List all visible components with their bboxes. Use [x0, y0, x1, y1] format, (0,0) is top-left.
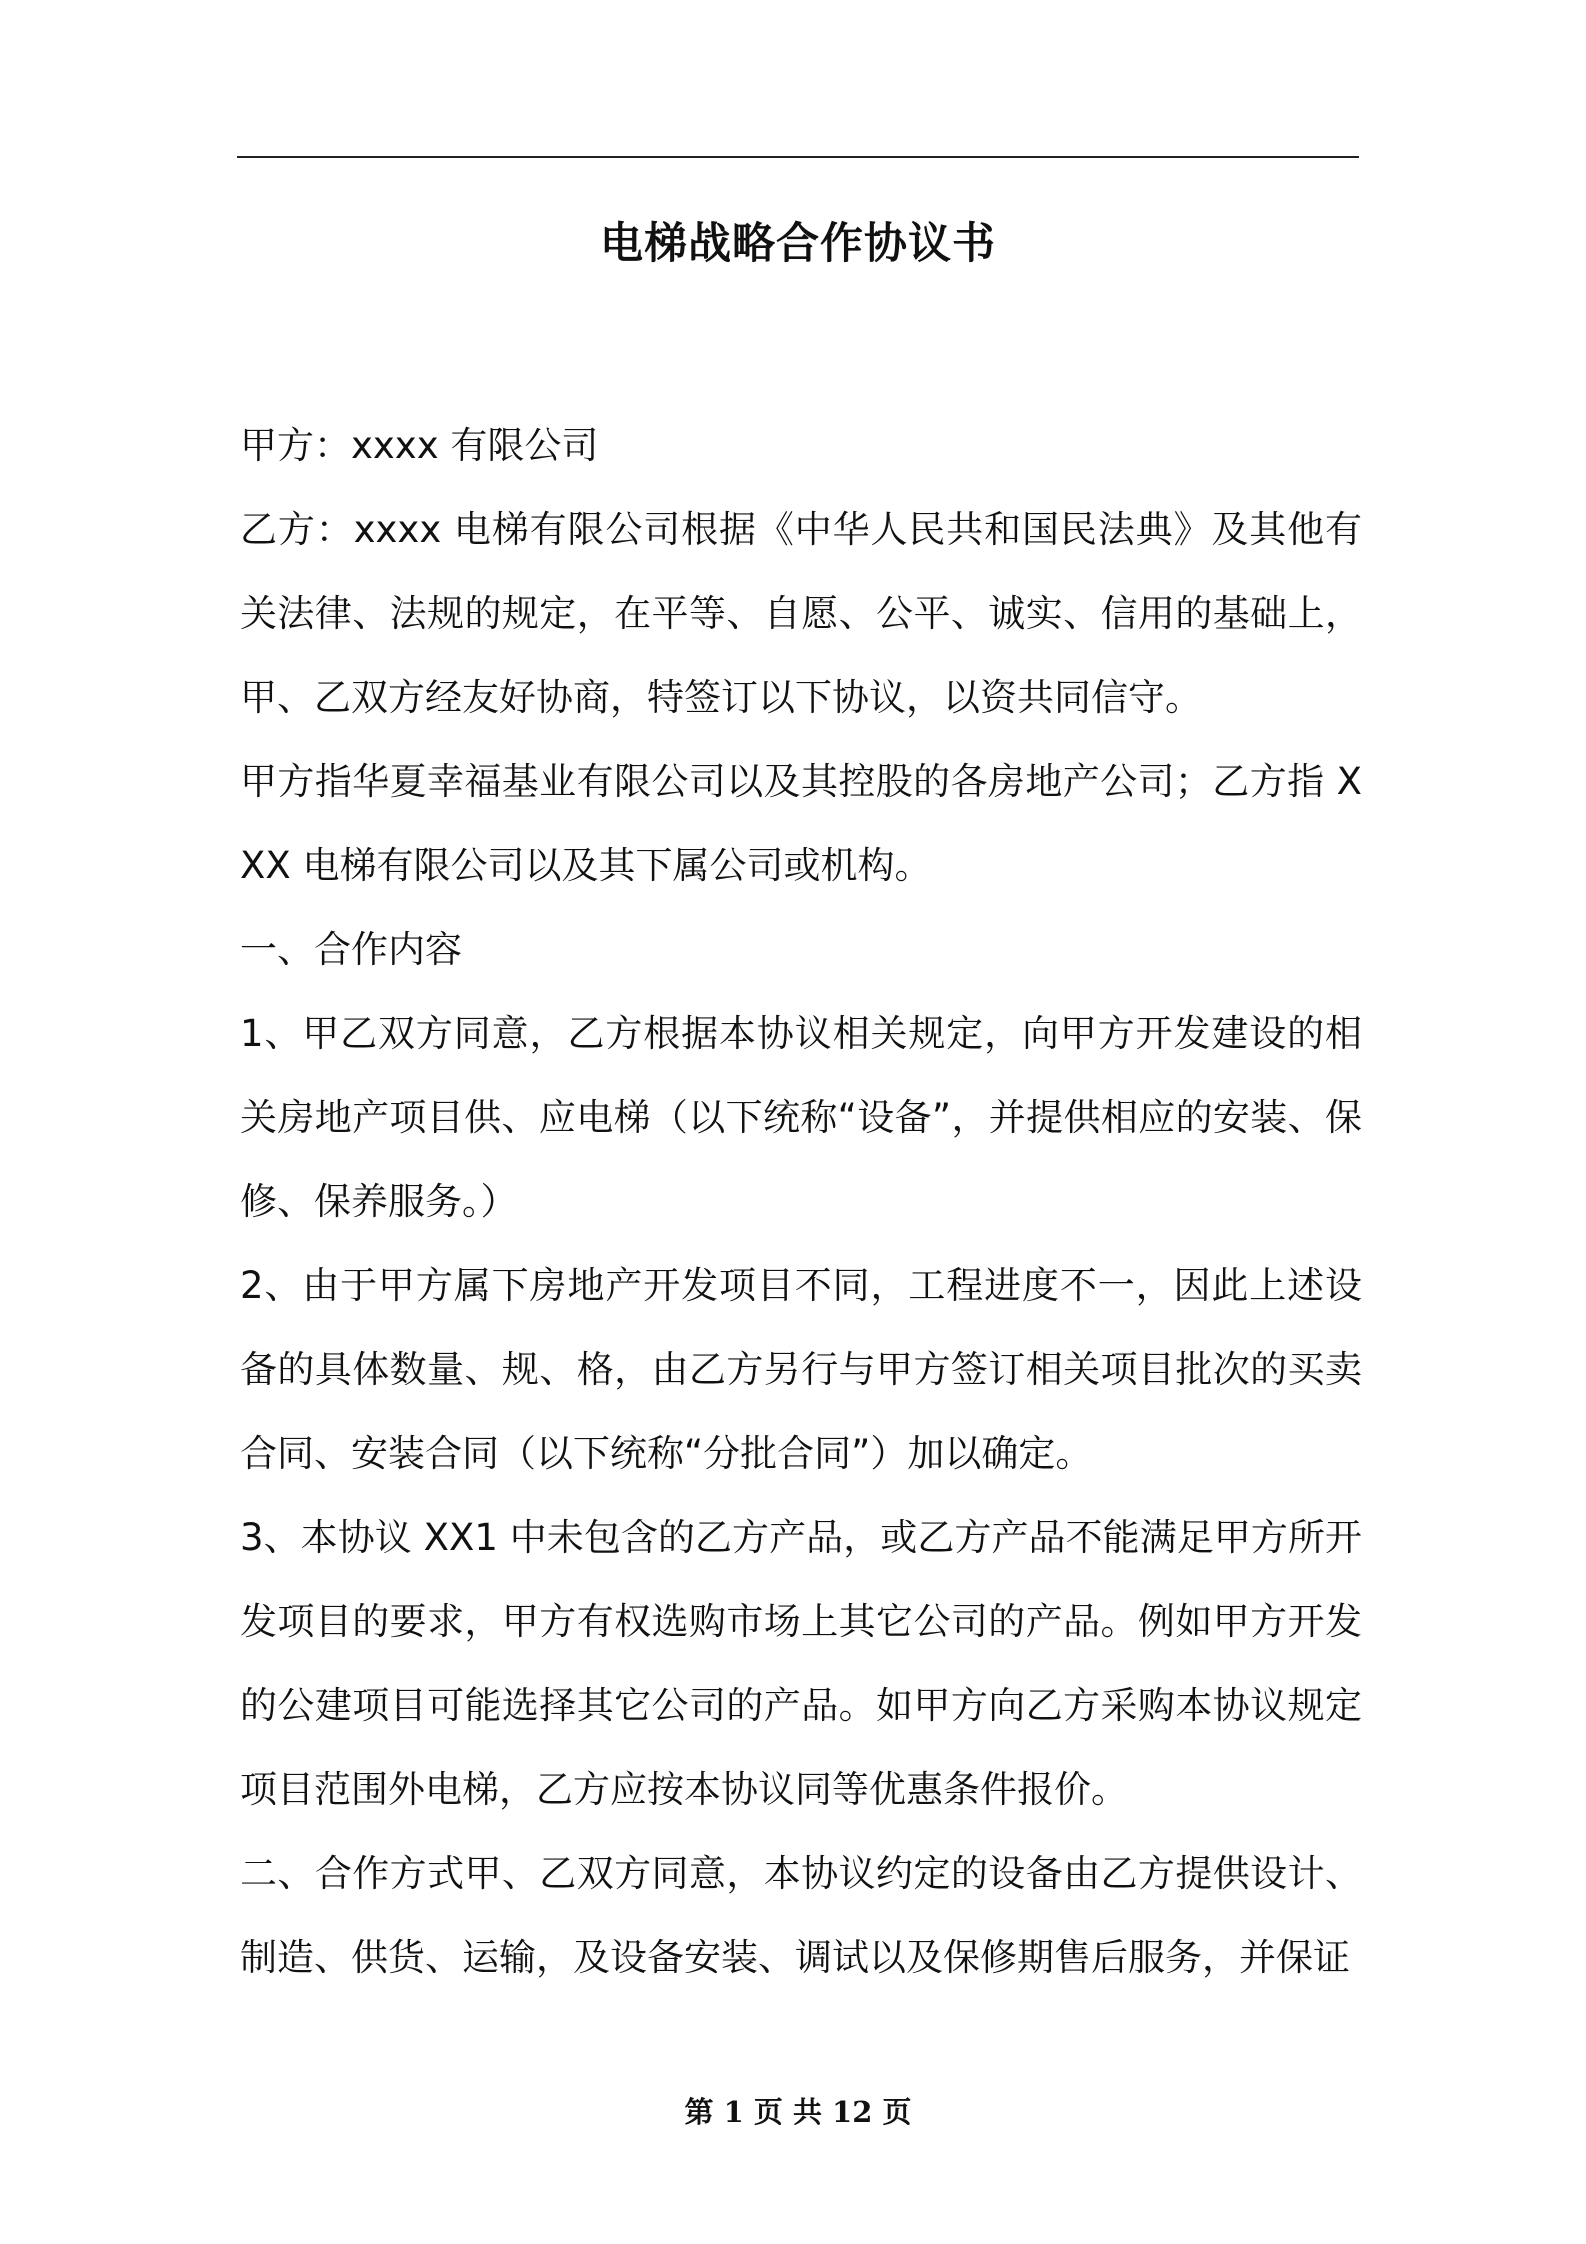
clause-2: 2、由于甲方属下房地产开发项目不同，工程进度不一，因此上述设备的具体数量、规、格，由乙方另行与甲方签订相关项目批次的买卖合同、安装合同（以下统称“分批合同”）加以确定。 [240, 1264, 1362, 1475]
party-b-preamble: 乙方：xxxx 电梯有限公司根据《中华人民共和国民法典》及其他有关法律、法规的规定，在平等、自愿、公平、诚实、信用的基础上，甲、乙双方经友好协商，特签订以下协议，以资共同信守。 [240, 508, 1362, 719]
document-title: 电梯战略合作协议书 [600, 219, 996, 269]
clause-1: 1、甲乙双方同意，乙方根据本协议相关规定，向甲方开发建设的相关房地产项目供、应电梯（以下统称“设备”，并提供相应的安装、保修、保养服务。） [240, 1012, 1362, 1223]
clause-3: 3、本协议 XX1 中未包含的乙方产品，或乙方产品不能满足甲方所开发项目的要求，甲方有权选购市场上其它公司的产品。例如甲方开发的公建项目可能选择其它公司的产品。如甲方向乙方采购本协议规定项目范围外电梯，乙方应按本协议同等优惠条件报价。 [240, 1516, 1362, 1811]
page-number-footer: 第 1 页 共 12 页 [684, 2095, 912, 2129]
party-a-line: 甲方：xxxx 有限公司 [240, 424, 599, 467]
section-cooperation-method: 二、合作方式甲、乙双方同意，本协议约定的设备由乙方提供设计、制造、供货、运输，及设备安装、调试以及保修期售后服务，并保证 [240, 1852, 1362, 1979]
section-heading-cooperation-content: 一、合作内容 [240, 928, 462, 971]
header-rule [237, 156, 1359, 158]
document-body [240, 404, 1362, 2000]
party-definition: 甲方指华夏幸福基业有限公司以及其控股的各房地产公司；乙方指 XXX 电梯有限公司以及其下属公司或机构。 [240, 760, 1362, 887]
